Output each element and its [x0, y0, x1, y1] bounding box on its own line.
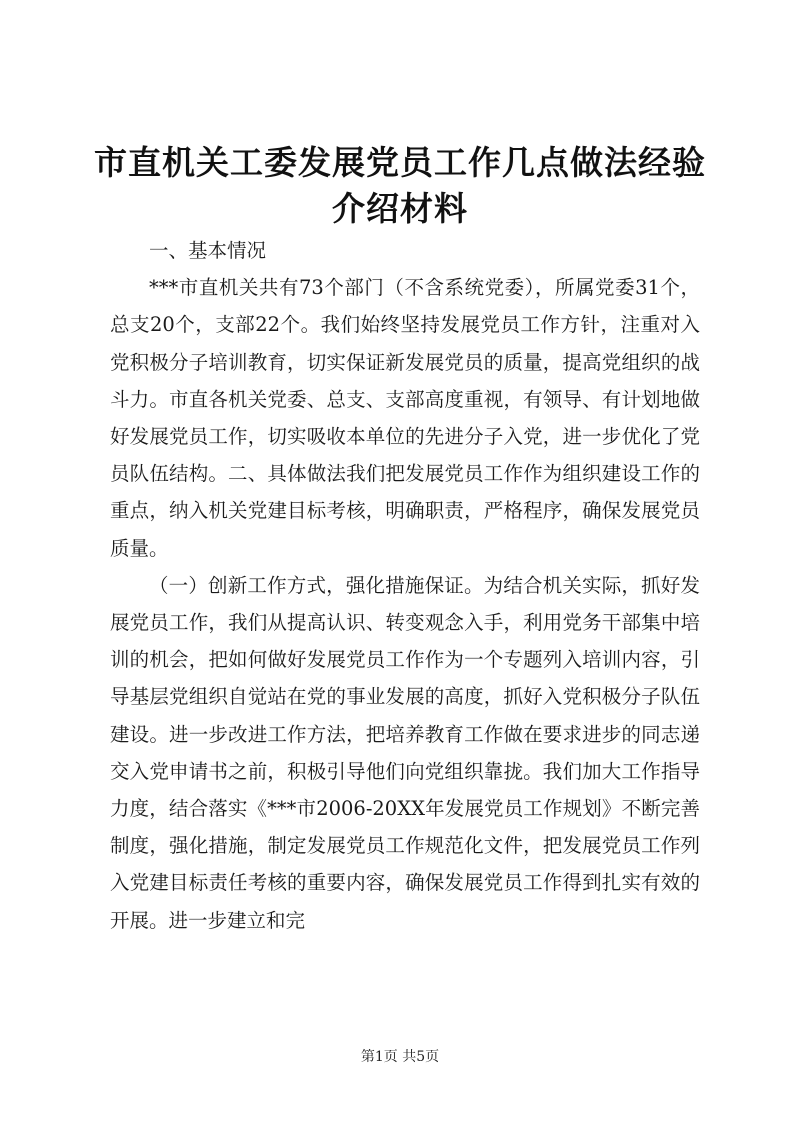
page-number-footer: 第1页 共5页 [360, 1049, 440, 1065]
paragraph-innovation-methods: （一）创新工作方式，强化措施保证。为结合机关实际，抓好发展党员工作，我们从提高认识、转变观念入手，利用党务干部集中培训的机会，把如何做好发展党员工作作为一个专题列入培训内容，引导基层党组织自觉站在党的事业发展的高度，抓好入党积极分子队伍建设。进一步改进工作方法，把培养教育工作做在要求进步的同志递交入党申请书之前，积极引导他们向党组织靠拢。我们加大工作指导力度，结合落实《***市2006-20XX年发展党员工作规划》不断完善制度，强化措施，制定发展党员工作规范化文件，把发展党员工作列入党建目标责任考核的重要内容，确保发展党员工作得到扎实有效的开展。进一步建立和完 [110, 573, 700, 932]
document-body [110, 232, 700, 939]
section-heading-basic-situation: 一、基本情况 [149, 239, 267, 262]
document-title: 市直机关工委发展党员工作几点做法经验介绍材料 [94, 143, 706, 228]
paragraph-basic-situation: ***市直机关共有73个部门（不含系统党委），所属党委31个，总支20个，支部22个。我们始终坚持发展党员工作方针，注重对入党积极分子培训教育，切实保证新发展党员的质量，提高党组织的战斗力。市直各机关党委、总支、支部高度重视，有领导、有计划地做好发展党员工作，切实吸收本单位的先进分子入党，进一步优化了党员队伍结构。二、具体做法我们把发展党员工作作为组织建设工作的重点，纳入机关党建目标考核，明确职责，严格程序，确保发展党员质量。 [110, 276, 700, 560]
